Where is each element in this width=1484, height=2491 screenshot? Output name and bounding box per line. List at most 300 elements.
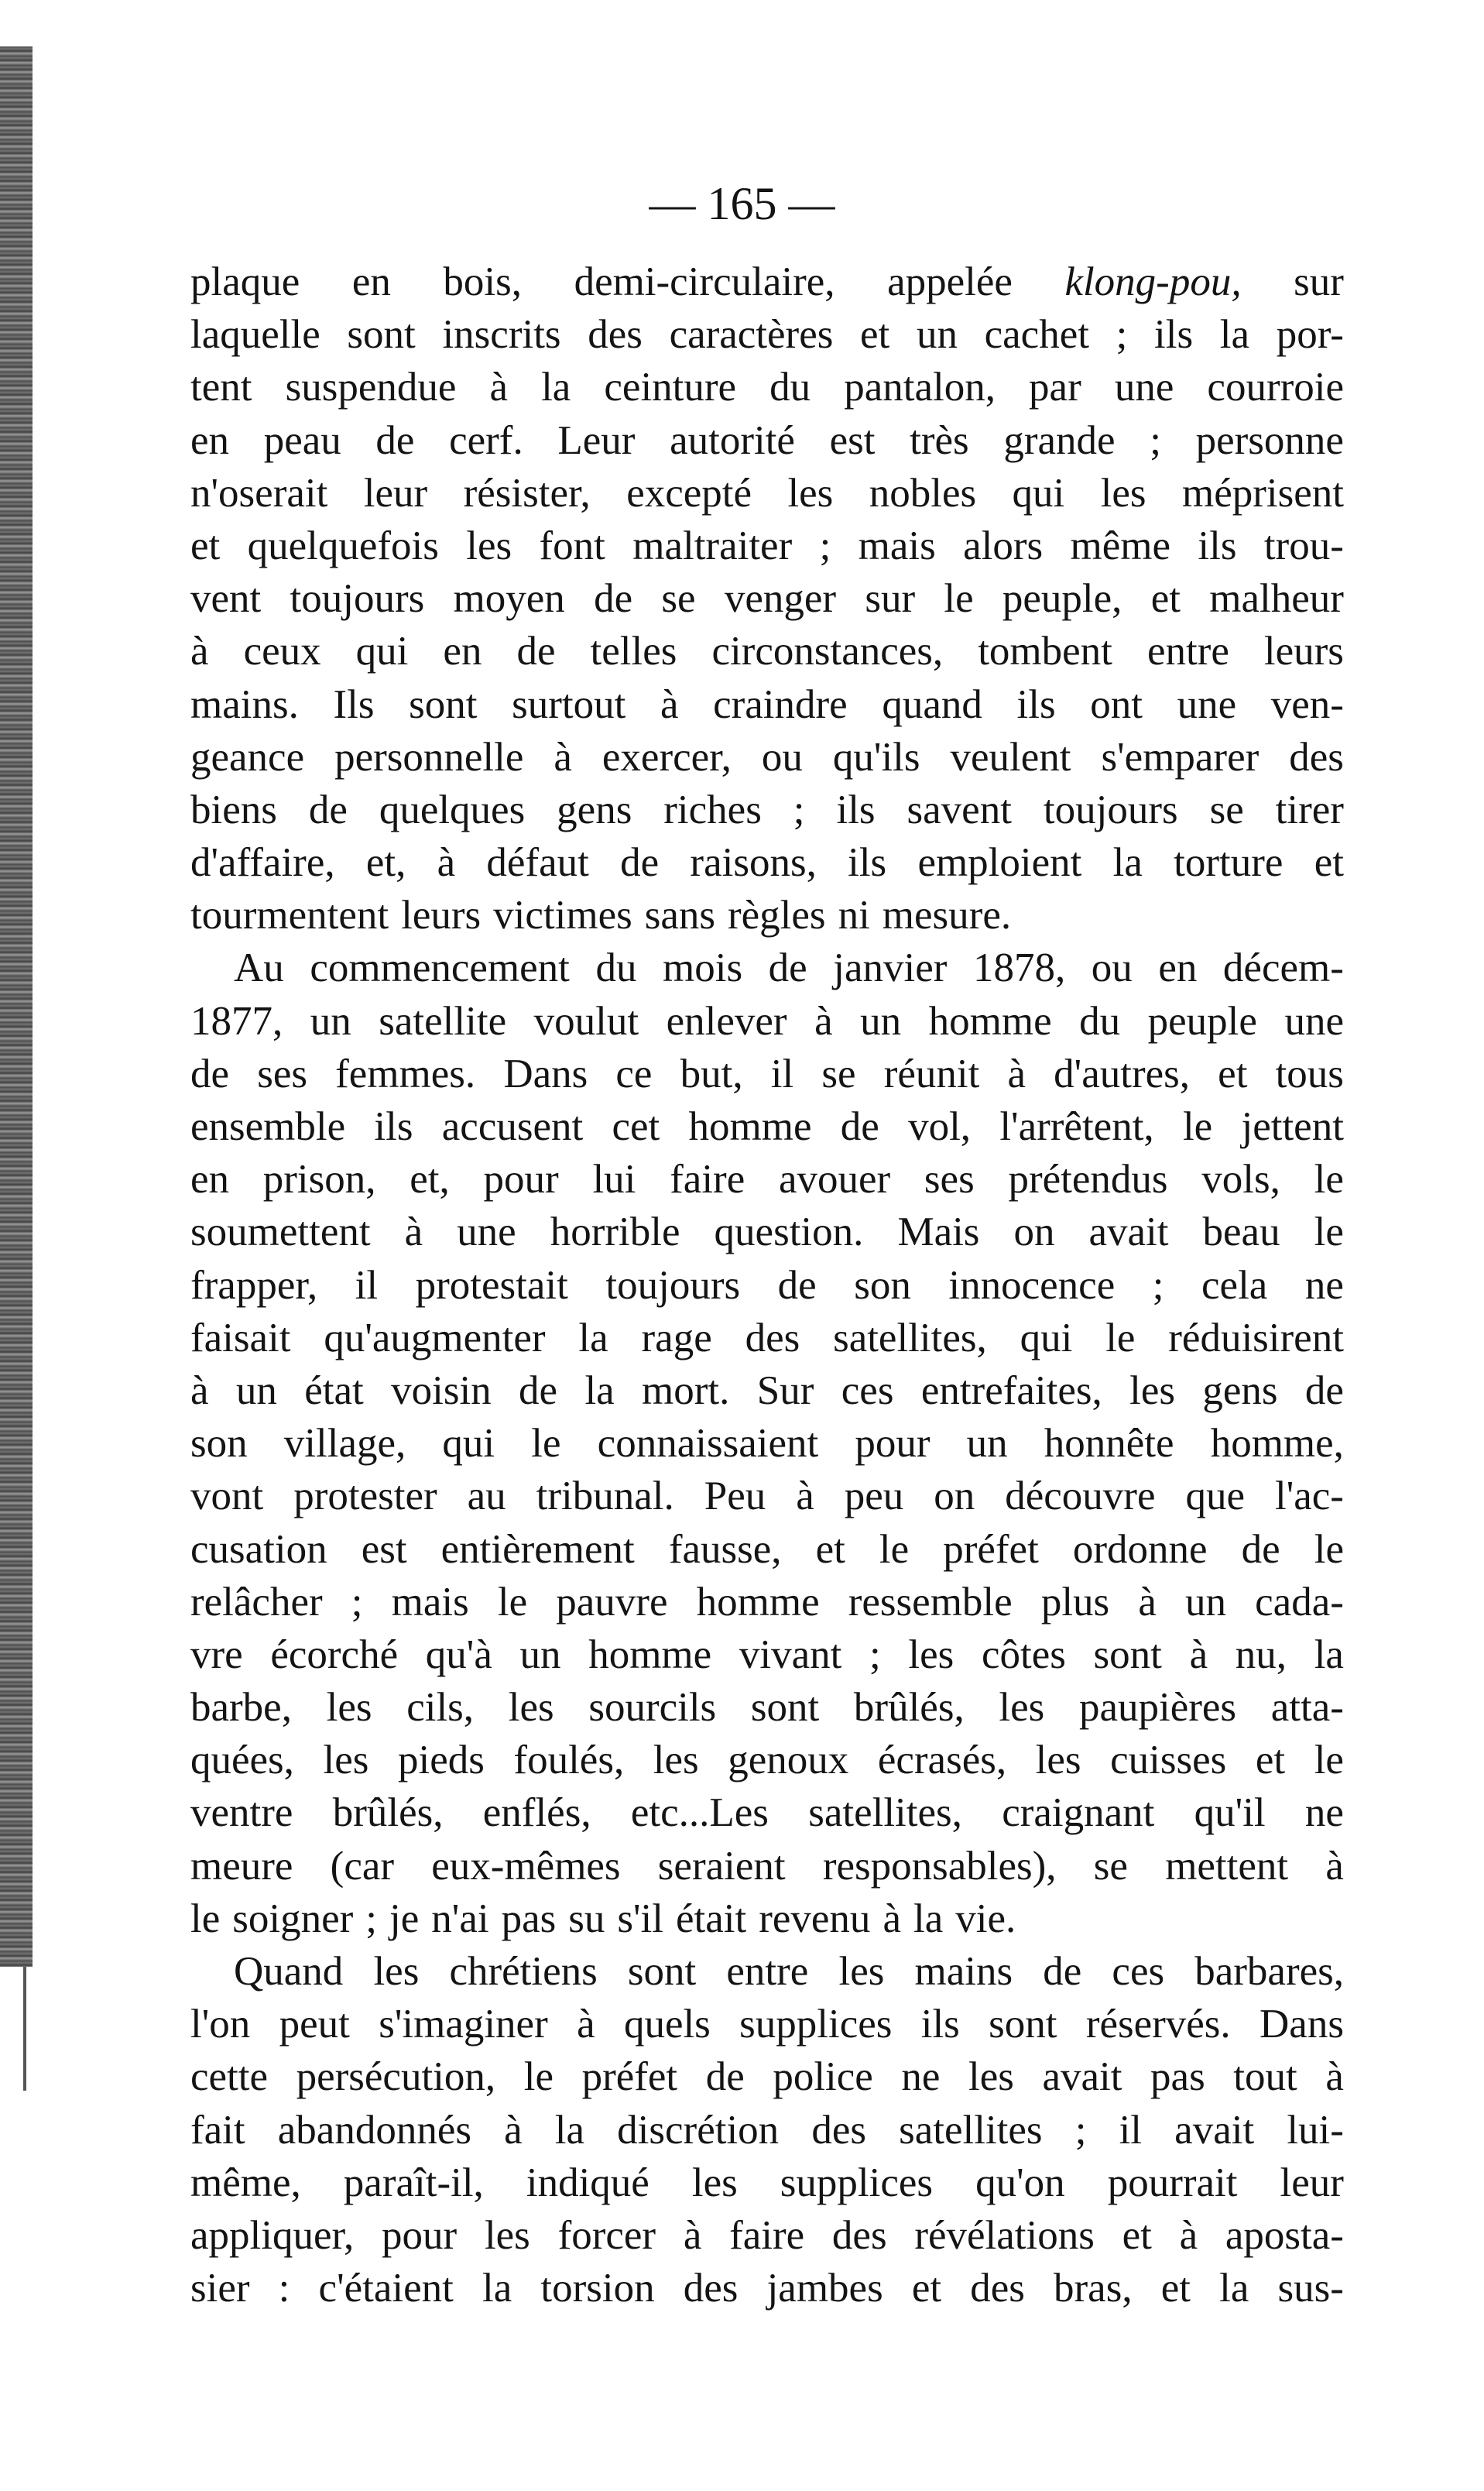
word: le xyxy=(190,1896,221,1941)
body-text xyxy=(190,256,1344,2314)
word: défaut xyxy=(486,840,589,886)
word: jambes xyxy=(766,2266,883,2311)
word: biens xyxy=(190,787,277,832)
word: les xyxy=(968,2054,1014,2100)
word: des xyxy=(683,2266,739,2311)
word: aposta- xyxy=(1225,2212,1344,2258)
word: état xyxy=(304,1367,364,1413)
word: mois xyxy=(663,945,743,991)
word: la xyxy=(1112,840,1143,886)
word: supplices xyxy=(780,2160,934,2205)
word: peut xyxy=(279,2002,350,2047)
text-line xyxy=(190,942,1344,994)
word: ne xyxy=(901,2054,941,2100)
word: ils xyxy=(374,1104,413,1149)
word: de xyxy=(594,576,633,622)
text-line xyxy=(190,1734,1344,1786)
text-line xyxy=(190,1786,1344,1839)
word: leur xyxy=(363,470,428,516)
word: de xyxy=(705,2054,745,2100)
word: de xyxy=(308,787,348,832)
word: cela xyxy=(1201,1262,1268,1308)
text-line xyxy=(190,1312,1344,1364)
binding-edge-line xyxy=(23,1967,26,2091)
word: cet xyxy=(612,1104,660,1149)
word: mort. xyxy=(642,1367,730,1413)
word: veulent xyxy=(950,734,1071,780)
word: ils xyxy=(848,840,887,886)
word: et xyxy=(190,523,221,568)
word: ce xyxy=(615,1051,653,1096)
word: pas xyxy=(1150,2054,1205,2100)
word: est xyxy=(361,1526,407,1572)
word: homme xyxy=(688,1104,812,1149)
word: sur xyxy=(865,576,916,622)
word: grande xyxy=(1003,417,1116,463)
word: forcer xyxy=(557,2212,656,2258)
word: foulés, xyxy=(513,1738,625,1783)
word: voulut xyxy=(533,998,639,1044)
word: bras, xyxy=(1054,2266,1133,2311)
word: sier xyxy=(190,2266,250,2311)
word: satellites xyxy=(899,2107,1043,2153)
word: ne xyxy=(1304,1262,1344,1308)
word: chrétiens xyxy=(449,1949,598,1994)
word: n'ai xyxy=(431,1896,489,1941)
word: homme xyxy=(696,1579,820,1625)
word: honnête xyxy=(1044,1421,1174,1467)
word: ; xyxy=(793,787,805,832)
word: décem- xyxy=(1222,945,1344,991)
word: Sur xyxy=(756,1367,814,1413)
word: à xyxy=(504,2107,523,2153)
word: lui- xyxy=(1287,2107,1344,2153)
word: suspendue xyxy=(285,365,457,410)
word: le xyxy=(1314,1209,1344,1255)
word: un xyxy=(1185,1579,1226,1625)
word: toujours xyxy=(290,576,425,622)
page-number: — 165 — xyxy=(649,178,835,229)
word: est xyxy=(829,417,876,463)
word: geance xyxy=(190,734,305,780)
text-line xyxy=(190,572,1344,625)
word: un xyxy=(966,1421,1008,1467)
word: les xyxy=(323,1738,369,1783)
word: cachet xyxy=(984,312,1089,358)
word: à xyxy=(489,365,508,410)
word: but, xyxy=(680,1051,743,1096)
word: tribunal. xyxy=(536,1474,674,1519)
word: Peu xyxy=(704,1474,766,1519)
word: mesure. xyxy=(882,893,1012,938)
word: klong-pou, xyxy=(1064,259,1242,304)
word: abandonnés xyxy=(277,2107,471,2153)
word: en xyxy=(1158,945,1198,991)
word: du xyxy=(1079,998,1121,1044)
word: de xyxy=(1043,1949,1082,1994)
word: mains xyxy=(914,1949,1013,1994)
word: qu'augmenter xyxy=(324,1315,546,1360)
word: autorité xyxy=(670,417,795,463)
word: entrefaites, xyxy=(920,1367,1102,1413)
word: Dans xyxy=(503,1051,588,1096)
word: la xyxy=(482,2266,512,2311)
word: Mais xyxy=(897,1209,980,1255)
word: toujours xyxy=(605,1262,741,1308)
word: genoux xyxy=(728,1738,849,1783)
word: d'affaire, xyxy=(190,840,335,886)
word: à xyxy=(1189,1632,1208,1677)
text-line xyxy=(190,1576,1344,1628)
word: exercer, xyxy=(601,734,732,780)
word: la xyxy=(584,1367,615,1413)
word: qu'à xyxy=(425,1632,492,1677)
binding-edge-scan-artifact xyxy=(0,46,33,1967)
word: brûlés, xyxy=(853,1685,965,1731)
word: côtes xyxy=(981,1632,1066,1677)
word: des xyxy=(1289,734,1344,780)
word: l'on xyxy=(190,2002,251,2047)
word: ont xyxy=(1090,681,1143,727)
word: une xyxy=(1284,998,1344,1044)
word: ils xyxy=(1198,523,1237,568)
word: prison, xyxy=(262,1157,376,1203)
word: commencement xyxy=(310,945,570,991)
word: malheur xyxy=(1209,576,1344,622)
word: de xyxy=(1304,1367,1344,1413)
word: vols, xyxy=(1201,1157,1280,1203)
word: s'il xyxy=(617,1896,663,1941)
word: mais xyxy=(858,523,936,568)
word: il xyxy=(1119,2107,1143,2153)
word: courroie xyxy=(1207,365,1344,410)
word: ni xyxy=(838,893,870,938)
word: se xyxy=(1209,787,1244,832)
word: d'autres, xyxy=(1054,1051,1191,1096)
word: Ils xyxy=(333,681,375,727)
word: je xyxy=(389,1896,420,1941)
word: ; xyxy=(351,1579,363,1625)
word: soumettent xyxy=(190,1209,371,1255)
word: avouer xyxy=(778,1157,891,1203)
word: les xyxy=(838,1949,885,1994)
word: gens xyxy=(557,787,632,832)
word: les xyxy=(691,2160,738,2205)
word: la xyxy=(1219,312,1250,358)
word: et xyxy=(1160,2266,1191,2311)
word: 1877, xyxy=(190,998,283,1044)
word: peuple, xyxy=(1002,576,1122,622)
word: vre xyxy=(190,1632,243,1677)
word: le xyxy=(1182,1104,1213,1149)
word: mais xyxy=(391,1579,469,1625)
word: à xyxy=(437,840,456,886)
word: ; xyxy=(869,1632,881,1677)
text-line xyxy=(190,361,1344,413)
word: leurs xyxy=(401,893,482,938)
word: village, xyxy=(283,1421,406,1467)
word: sont xyxy=(1093,1632,1162,1677)
word: sont xyxy=(347,312,416,358)
word: cusation xyxy=(190,1526,327,1572)
text-line xyxy=(190,1206,1344,1258)
word: ses xyxy=(924,1157,975,1203)
word: mains. xyxy=(190,681,299,727)
word: il xyxy=(355,1262,379,1308)
word: un xyxy=(860,998,902,1044)
word: la xyxy=(1219,2266,1249,2311)
word: des xyxy=(745,1315,800,1360)
word: à xyxy=(683,2212,702,2258)
word: les xyxy=(1035,1738,1081,1783)
word: à xyxy=(190,629,209,674)
word: nobles xyxy=(869,470,977,516)
word: barbares, xyxy=(1194,1949,1344,1994)
word: le xyxy=(531,1421,561,1467)
word: à xyxy=(796,1474,814,1519)
word: ils xyxy=(920,2002,960,2047)
word: le xyxy=(1314,1526,1344,1572)
word: avait xyxy=(1042,2054,1122,2100)
word: nu, xyxy=(1235,1632,1287,1677)
word: quels xyxy=(623,2002,711,2047)
word: horrible xyxy=(550,1209,680,1255)
word: vent xyxy=(190,576,262,622)
word: entre xyxy=(1146,629,1229,674)
text-line xyxy=(190,1681,1344,1734)
word: des xyxy=(831,2212,887,2258)
text-line xyxy=(190,784,1344,836)
word: paupières xyxy=(1078,1685,1237,1731)
word: réduisirent xyxy=(1168,1315,1344,1360)
word: brûlés, xyxy=(332,1790,444,1836)
word: même, xyxy=(190,2160,301,2205)
word: alors xyxy=(963,523,1044,568)
word: satellite xyxy=(379,998,507,1044)
word: découvre xyxy=(1005,1474,1156,1519)
word: et xyxy=(1255,1738,1286,1783)
word: ne xyxy=(1304,1790,1344,1836)
word: trou- xyxy=(1263,523,1344,568)
word: protestait xyxy=(415,1262,568,1308)
word: des xyxy=(588,312,643,358)
word: les xyxy=(466,523,512,568)
word: accusent xyxy=(441,1104,584,1149)
word: appelée xyxy=(887,259,1013,304)
word: se xyxy=(1093,1843,1128,1889)
word: ou xyxy=(1091,945,1133,991)
text-line xyxy=(190,1892,1344,1945)
text-line xyxy=(190,1417,1344,1470)
word: indiqué xyxy=(526,2160,649,2205)
word: raisons, xyxy=(690,840,817,886)
text-line xyxy=(190,2156,1344,2209)
word: pour xyxy=(483,1157,559,1203)
word: : xyxy=(278,2266,290,2311)
word: les xyxy=(373,1949,420,1994)
text-line xyxy=(190,1998,1344,2050)
text-line xyxy=(190,995,1344,1048)
text-line xyxy=(190,520,1344,572)
word: revenu xyxy=(759,1896,871,1941)
word: entre xyxy=(726,1949,809,1994)
text-line xyxy=(190,467,1344,520)
word: quelques xyxy=(379,787,526,832)
word: tirer xyxy=(1275,787,1344,832)
word: n'oserait xyxy=(190,470,328,516)
text-line xyxy=(190,1470,1344,1522)
word: plus xyxy=(1040,1579,1110,1625)
word: la xyxy=(578,1315,608,1360)
word: ses xyxy=(257,1051,307,1096)
word: font xyxy=(539,523,605,568)
word: ou xyxy=(761,734,803,780)
word: les xyxy=(653,1738,699,1783)
word: telles xyxy=(590,629,677,674)
word: sont xyxy=(989,2002,1057,2047)
word: préfet xyxy=(581,2054,678,2100)
text-line xyxy=(190,414,1344,467)
word: écorché xyxy=(270,1632,399,1677)
word: à xyxy=(1325,2054,1344,2100)
word: meure xyxy=(190,1843,293,1889)
word: persécution, xyxy=(296,2054,496,2100)
word: résister, xyxy=(463,470,591,516)
word: à xyxy=(577,2002,595,2047)
word: le xyxy=(1314,1157,1344,1203)
word: ressemble xyxy=(848,1579,1013,1625)
word: etc...Les xyxy=(630,1790,769,1836)
word: des xyxy=(811,2107,866,2153)
word: fait xyxy=(190,2107,245,2153)
word: le xyxy=(944,576,974,622)
word: venger xyxy=(724,576,837,622)
text-line xyxy=(190,1364,1344,1417)
word: satellites, xyxy=(808,1790,962,1836)
word: à xyxy=(554,734,572,780)
word: l'arrêtent, xyxy=(999,1104,1154,1149)
word: en xyxy=(190,417,230,463)
word: et xyxy=(1150,576,1181,622)
word: et xyxy=(860,312,890,358)
word: pas xyxy=(501,1896,557,1941)
text-line xyxy=(190,2262,1344,2314)
word: à xyxy=(814,998,833,1044)
word: les xyxy=(508,1685,554,1731)
word: préfet xyxy=(943,1526,1039,1572)
word: jettent xyxy=(1241,1104,1344,1149)
word: vie. xyxy=(955,1896,1016,1941)
word: toujours xyxy=(1043,787,1178,832)
word: cils, xyxy=(406,1685,475,1731)
text-line xyxy=(190,1048,1344,1100)
word: ; xyxy=(1152,1262,1164,1308)
word: ven- xyxy=(1270,681,1344,727)
word: s'imaginer xyxy=(379,2002,548,2047)
word: était xyxy=(676,1896,747,1941)
word: on xyxy=(1013,1209,1055,1255)
word: sont xyxy=(750,1685,820,1731)
word: circonstances, xyxy=(711,629,944,674)
word: supplices xyxy=(739,2002,893,2047)
word: qui xyxy=(355,629,409,674)
word: ; xyxy=(1074,2107,1087,2153)
word: pourrait xyxy=(1107,2160,1238,2205)
word: se xyxy=(821,1051,856,1096)
word: tout xyxy=(1233,2054,1297,2100)
word: pauvre xyxy=(556,1579,668,1625)
word: le xyxy=(879,1526,910,1572)
text-line xyxy=(190,1628,1344,1681)
word: sont xyxy=(409,681,478,727)
word: et xyxy=(911,2266,942,2311)
word: prétendus xyxy=(1008,1157,1168,1203)
word: faire xyxy=(729,2212,805,2258)
word: sont xyxy=(627,1949,697,1994)
word: connaissaient xyxy=(597,1421,819,1467)
word: même xyxy=(1070,523,1171,568)
word: à xyxy=(190,1367,209,1413)
word: homme xyxy=(588,1632,712,1677)
word: à xyxy=(883,1896,901,1941)
word: sourcils xyxy=(588,1685,717,1731)
word: Leur xyxy=(557,417,636,463)
word: en xyxy=(351,259,391,304)
word: plaque xyxy=(190,259,300,304)
word: et, xyxy=(410,1157,450,1203)
word: les xyxy=(1100,470,1146,516)
word: paraît-il, xyxy=(343,2160,484,2205)
word: gens xyxy=(1202,1367,1278,1413)
text-line xyxy=(190,1259,1344,1312)
word: de xyxy=(190,1051,230,1096)
word: qu'on xyxy=(975,2160,1065,2205)
text-line xyxy=(190,308,1344,361)
word: cette xyxy=(190,2054,269,2100)
word: por- xyxy=(1276,312,1344,358)
word: ordonne xyxy=(1072,1526,1208,1572)
word: relâcher xyxy=(190,1579,323,1625)
word: protester xyxy=(293,1474,437,1519)
word: pieds xyxy=(397,1738,485,1783)
word: pantalon, xyxy=(844,365,996,410)
text-line xyxy=(190,836,1344,889)
word: faire xyxy=(670,1157,745,1203)
word: bois, xyxy=(443,259,523,304)
word: les xyxy=(999,1685,1045,1731)
word: ; xyxy=(1150,417,1161,463)
word: qu'il xyxy=(1194,1790,1266,1836)
word: par xyxy=(1029,365,1081,410)
word: s'emparer xyxy=(1101,734,1260,780)
word: quand xyxy=(882,681,982,727)
word: (car xyxy=(330,1843,395,1889)
word: un xyxy=(519,1632,561,1677)
word: question. xyxy=(714,1209,864,1255)
word: au xyxy=(467,1474,506,1519)
word: et xyxy=(1218,1051,1248,1096)
word: à xyxy=(1007,1051,1026,1096)
word: ceux xyxy=(243,629,321,674)
word: Dans xyxy=(1260,2002,1344,2047)
word: le xyxy=(523,2054,554,2100)
word: beau xyxy=(1202,1209,1280,1255)
word: leurs xyxy=(1263,629,1344,674)
word: un xyxy=(235,1367,277,1413)
word: frapper, xyxy=(190,1262,318,1308)
word: sus- xyxy=(1277,2266,1344,2311)
word: peau xyxy=(263,417,341,463)
